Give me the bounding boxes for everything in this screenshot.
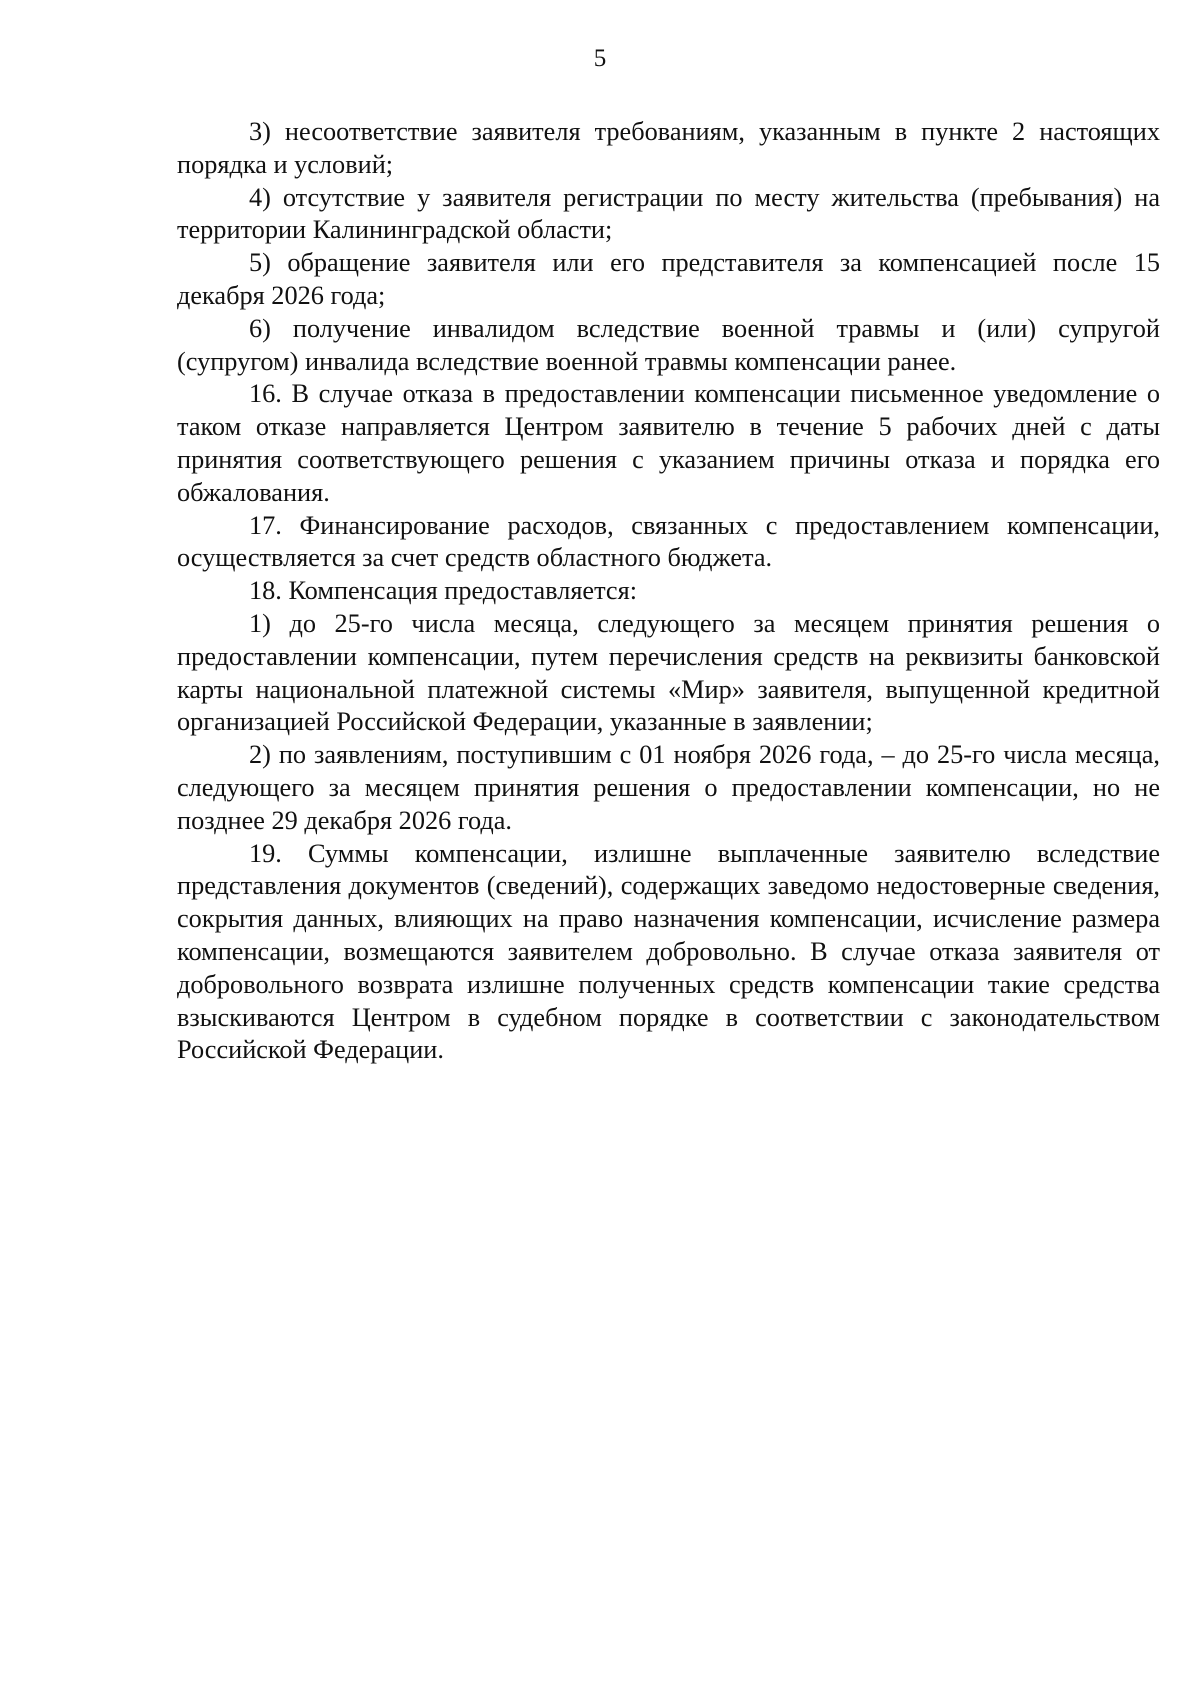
paragraph-item-3: 3) несоответствие заявителя требованиям, указанным в пункте 2 настоящих порядка и условий; <box>177 117 1160 179</box>
paragraph-clause-17: 17. Финансирование расходов, связанных с предоставлением компенсации, осуществляется за счет средств областного бюджета. <box>177 510 1160 573</box>
paragraph-clause-18-item-2: 2) по заявлениям, поступившим с 01 ноября 2026 года, – до 25-го числа месяца, следующего за месяцем принятия решения о предоставлении компенсации, но не позднее 29 декабря 2026 года. <box>177 740 1160 835</box>
page-number: 5 <box>593 45 607 72</box>
paragraph-clause-18: 18. Компенсация предоставляется: <box>249 576 637 606</box>
paragraph-clause-18-item-1: 1) до 25-го числа месяца, следующего за месяцем принятия решения о предоставлении компенсации, путем перечисления средств на реквизиты банковской карты национальной платежной системы «Мир» заявителя, выпущенной кредитной организацией Российской Федерации, указанные в заявлении; <box>177 608 1160 737</box>
paragraph-clause-19: 19. Суммы компенсации, излишне выплаченные заявителю вследствие представления документов (сведений), содержащих заведомо недостоверные сведения, сокрытия данных, влияющих на право назначения компенсации, исчисление размера компенсации, возмещаются заявителем добровольно. В случае отказа заявителя от добровольного возврата излишне полученных средств компенсации такие средства взыскиваются Центром в судебном порядке в соответствии с законодательством Российской Федерации. <box>177 838 1160 1065</box>
paragraph-clause-16: 16. В случае отказа в предоставлении компенсации письменное уведомление о таком отказе направляется Центром заявителю в течение 5 рабочих дней с даты принятия соответствующего решения с указанием причины отказа и порядка его обжалования. <box>177 379 1160 507</box>
paragraph-item-5: 5) обращение заявителя или его представителя за компенсацией после 15 декабря 2026 года; <box>177 248 1160 310</box>
paragraph-item-4: 4) отсутствие у заявителя регистрации по месту жительства (пребывания) на территории Калининградской области; <box>177 182 1160 245</box>
paragraph-item-6: 6) получение инвалидом вследствие военной травмы и (или) супругой (супругом) инвалида вследствие военной травмы компенсации ранее. <box>177 313 1160 376</box>
document-body <box>177 116 1160 1067</box>
